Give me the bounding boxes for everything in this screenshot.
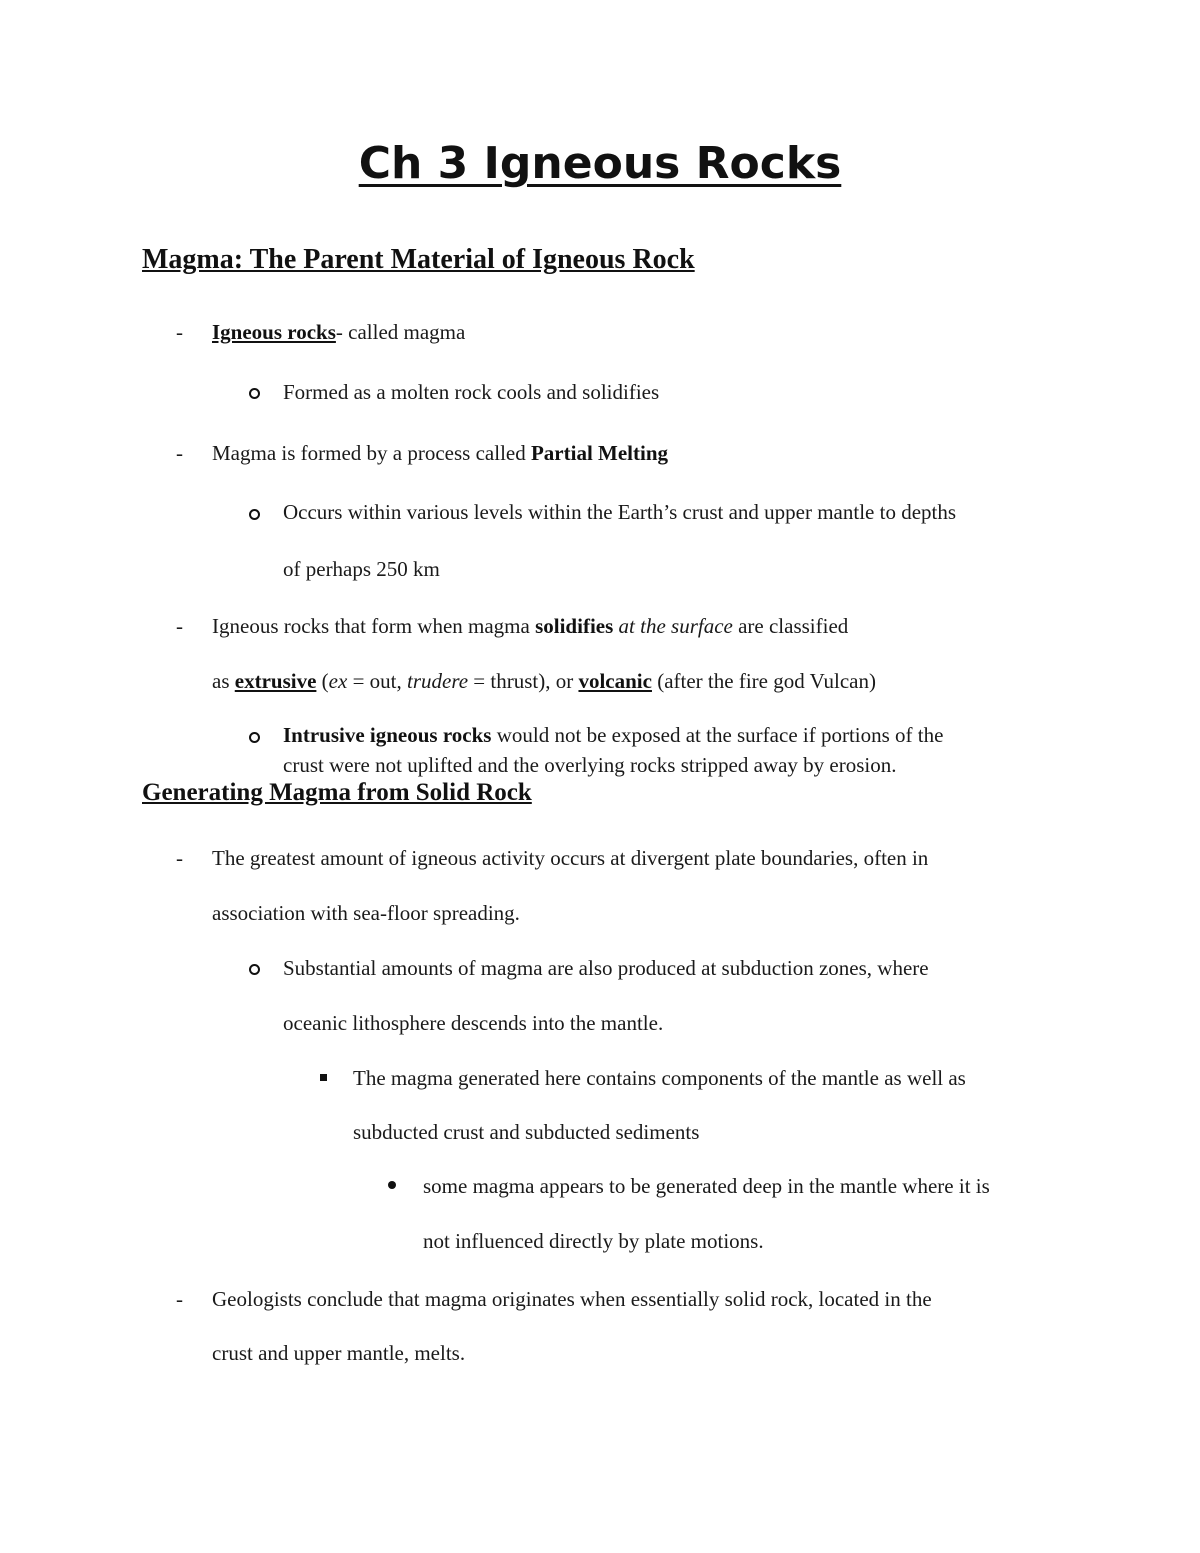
dash-bullet: - [176, 846, 183, 870]
term-igneous-rocks: Igneous rocks [212, 320, 336, 344]
list-subitem-occurs-line1: Occurs within various levels within the Earth’s crust and upper mantle to depths [283, 500, 957, 524]
text-run: would not be exposed at the surface if portions of the [491, 723, 944, 747]
disc-bullet-icon [388, 1181, 396, 1189]
term-partial-melting: Partial Melting [530, 441, 669, 465]
list-subitem-intrusive-line1 [283, 721, 943, 749]
list-item-text: Magma is formed by a process called [212, 441, 531, 465]
circle-bullet-icon [249, 964, 260, 975]
dash-bullet: - [176, 1287, 183, 1311]
text-run: as [212, 669, 235, 693]
text-run: ( [316, 669, 329, 693]
dash-bullet: - [176, 441, 183, 465]
list-item-extrusive-line2 [212, 667, 876, 695]
circle-bullet-icon [249, 732, 260, 743]
section-heading-magma: Magma: The Parent Material of Igneous Rock [142, 244, 695, 275]
dash-bullet: - [176, 614, 183, 638]
term-solidifies: solidifies [535, 614, 614, 638]
list-subitem-intrusive-line2: crust were not uplifted and the overlying rocks stripped away by erosion. [283, 753, 897, 777]
list-subsubsubitem-deep-mantle-line2: not influenced directly by plate motions. [423, 1229, 764, 1253]
text-run: = out, [347, 669, 407, 693]
list-subsubitem-magma-generated-line2: subducted crust and subducted sediments [353, 1120, 700, 1144]
list-item-text: - called magma [335, 320, 466, 344]
text-run: = thrust), or [468, 669, 579, 693]
list-subsubsubitem-deep-mantle-line1: some magma appears to be generated deep in the mantle where it is [423, 1174, 990, 1198]
list-subitem-subduction-line2: oceanic lithosphere descends into the mantle. [283, 1011, 664, 1035]
list-subitem-subduction-line1: Substantial amounts of magma are also produced at subduction zones, where [283, 956, 929, 980]
circle-bullet-icon [249, 509, 260, 520]
list-item-divergent-line2: association with sea-floor spreading. [212, 901, 520, 925]
text-run-italic: ex [328, 669, 348, 693]
text-run-italic: at the surface [613, 614, 733, 638]
list-item-extrusive-line1 [212, 612, 848, 640]
list-item-geologists-line2: crust and upper mantle, melts. [212, 1341, 466, 1365]
square-bullet-icon [320, 1074, 327, 1081]
section-heading-generating-magma: Generating Magma from Solid Rock [142, 779, 532, 806]
term-intrusive-igneous-rocks: Intrusive igneous rocks [283, 723, 492, 747]
text-run: Igneous rocks that form when magma [212, 614, 536, 638]
list-item-divergent-line1: The greatest amount of igneous activity occurs at divergent plate boundaries, often in [212, 846, 929, 870]
list-subitem-formed: Formed as a molten rock cools and solidifies [283, 380, 660, 404]
list-item-geologists-line1: Geologists conclude that magma originates when essentially solid rock, located in the [212, 1287, 932, 1311]
term-volcanic: volcanic [578, 669, 652, 693]
document-title: Ch 3 Igneous Rocks [358, 138, 842, 189]
text-run: (after the fire god Vulcan) [651, 669, 876, 693]
list-subitem-occurs-line2: of perhaps 250 km [283, 557, 440, 581]
text-run: are classified [732, 614, 849, 638]
circle-bullet-icon [249, 388, 260, 399]
text-run-italic: trudere [407, 669, 469, 693]
term-extrusive: extrusive [234, 669, 317, 693]
dash-bullet: - [176, 320, 183, 344]
list-item-igneous-rocks [212, 318, 465, 346]
list-subsubitem-magma-generated-line1: The magma generated here contains components of the mantle as well as [353, 1066, 966, 1090]
list-item-partial-melting [212, 439, 668, 467]
